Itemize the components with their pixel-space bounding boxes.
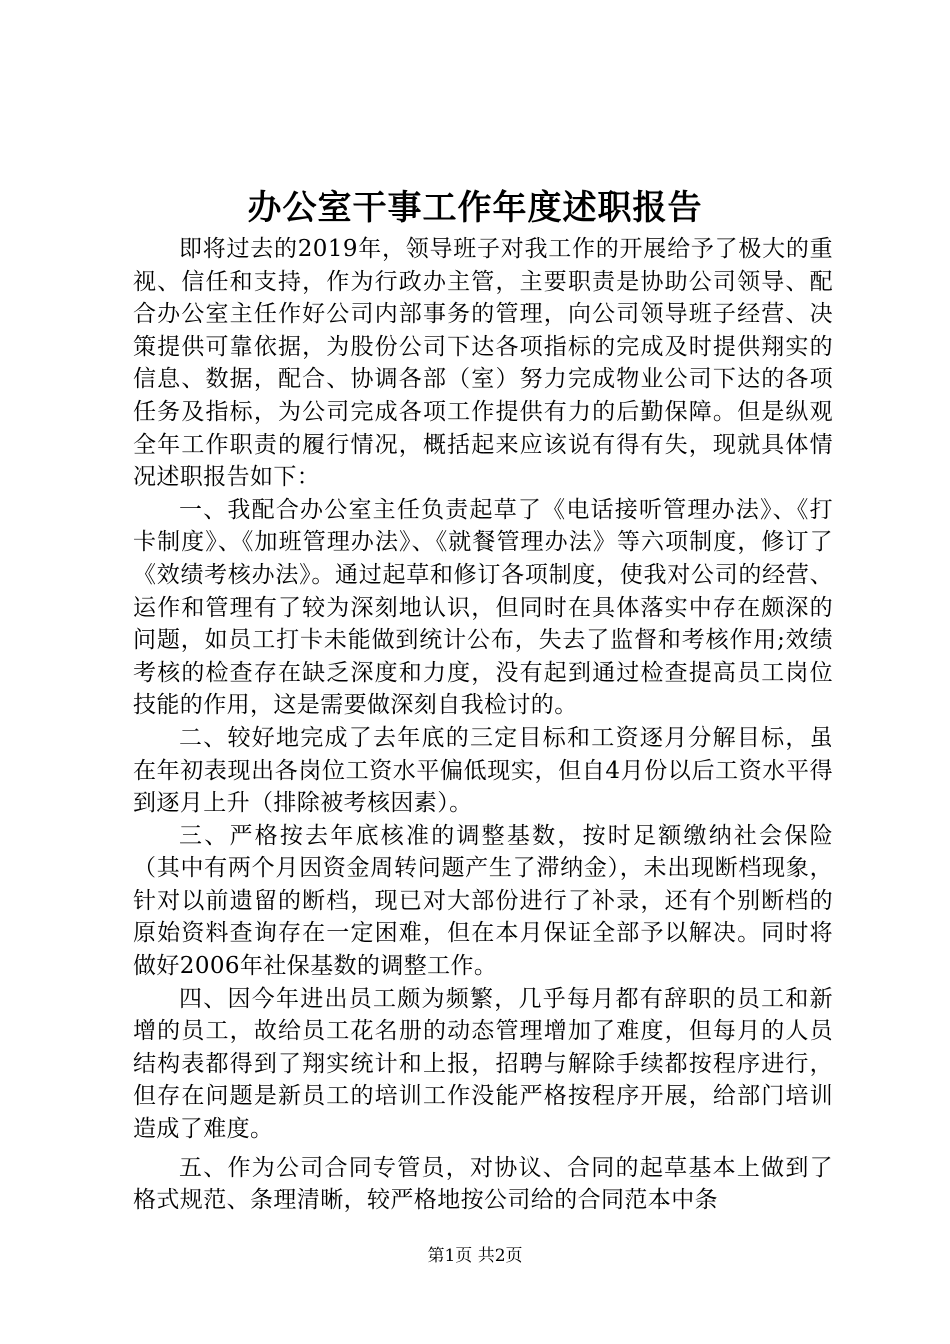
document-body bbox=[133, 233, 833, 1217]
paragraph-item-5: 五、作为公司合同专管员，对协议、合同的起草基本上做到了格式规范、条理清晰，较严格地按公司给的合同范本中条 bbox=[133, 1154, 833, 1214]
paragraph-item-2: 二、较好地完成了去年底的三定目标和工资逐月分解目标，虽在年初表现出各岗位工资水平偏低现实，但自4月份以后工资水平得到逐月上升（排除被考核因素）。 bbox=[133, 724, 833, 817]
page-number-footer: 第1页 共2页 bbox=[427, 1246, 523, 1266]
paragraph-item-1: 一、我配合办公室主任负责起草了《电话接听管理办法》、《打卡制度》、《加班管理办法》、《就餐管理办法》等六项制度，修订了《效绩考核办法》。通过起草和修订各项制度，使我对公司的经营、运作和管理有了较为深刻地认识，但同时在具体落实中存在颇深的问题，如员工打卡未能做到统计公布，失去了监督和考核作用;效绩考核的检查存在缺乏深度和力度，没有起到通过检查提高员工岗位技能的作用，这是需要做深刻自我检讨的。 bbox=[133, 496, 833, 719]
paragraph-item-3: 三、严格按去年底核准的调整基数，按时足额缴纳社会保险（其中有两个月因资金周转问题产生了滞纳金），未出现断档现象，针对以前遗留的断档，现已对大部份进行了补录，还有个别断档的原始资料查询存在一定困难，但在本月保证全部予以解决。同时将做好2006年社保基数的调整工作。 bbox=[133, 822, 833, 980]
document-title: 办公室干事工作年度述职报告 bbox=[247, 188, 703, 228]
paragraph-item-4: 四、因今年进出员工颇为频繁，几乎每月都有辞职的员工和新增的员工，故给员工花名册的动态管理增加了难度，但每月的人员结构表都得到了翔实统计和上报，招聘与解除手续都按程序进行，但存在问题是新员工的培训工作没能严格按程序开展，给部门培训造成了难度。 bbox=[133, 985, 833, 1143]
paragraph-intro: 即将过去的2019年，领导班子对我工作的开展给予了极大的重视、信任和支持，作为行政办主管，主要职责是协助公司领导、配合办公室主任作好公司内部事务的管理，向公司领导班子经营、决策提供可靠依据，为股份公司下达各项指标的完成及时提供翔实的信息、数据，配合、协调各部（室）努力完成物业公司下达的各项任务及指标，为公司完成各项工作提供有力的后勤保障。但是纵观全年工作职责的履行情况，概括起来应该说有得有失，现就具体情况述职报告如下： bbox=[133, 236, 833, 491]
